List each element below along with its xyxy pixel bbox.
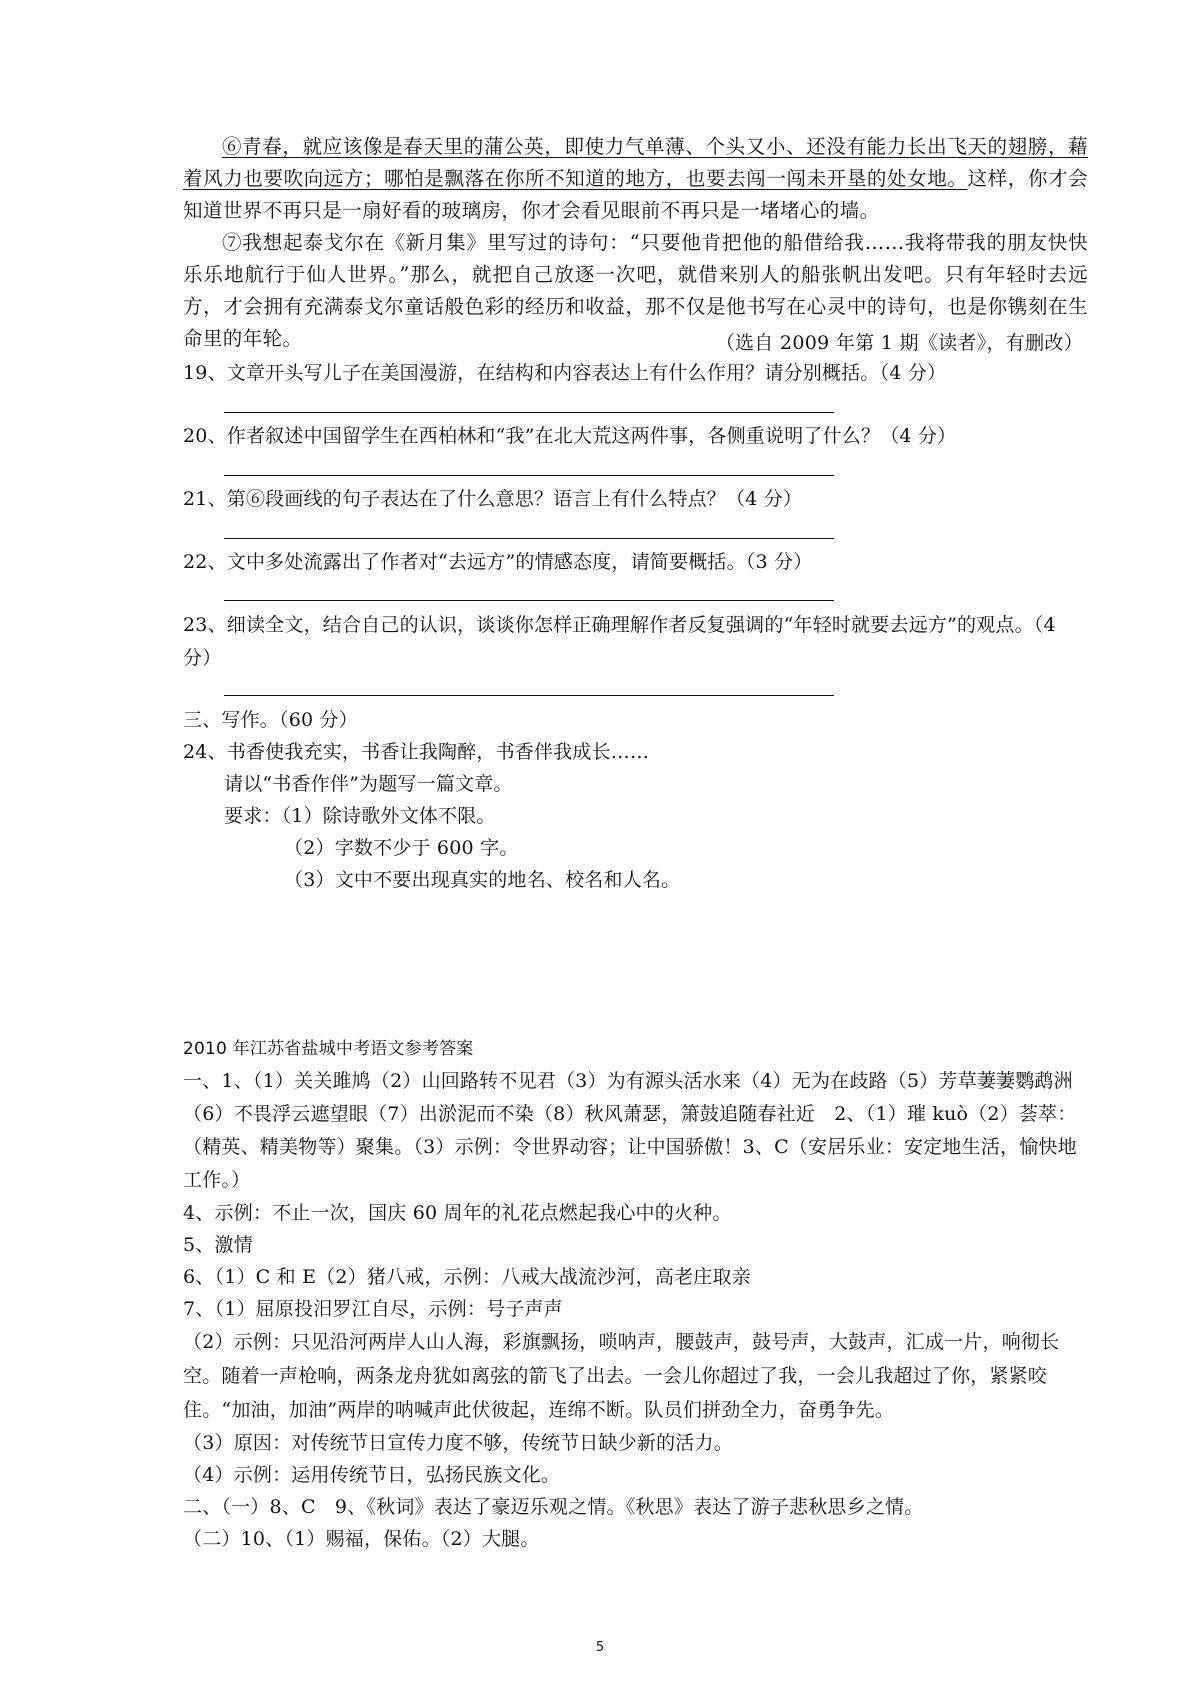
source-citation: （选自 2009 年第 1 期《读者》，有删改）: [715, 332, 1083, 354]
paragraph-6: [183, 131, 1088, 227]
answer-7-4: （4）示例：运用传统节日，弘扬民族文化。: [183, 1464, 561, 1486]
answer-line-21[interactable]: [224, 538, 834, 539]
answer-line-22[interactable]: [224, 600, 834, 601]
reading-passage: [183, 131, 1088, 355]
requirement-2: （2）字数不少于 600 字。: [284, 837, 519, 859]
answer-line-23[interactable]: [224, 695, 834, 696]
answer-10: （二）10、（1）赐福，保佑。（2）大腿。: [183, 1528, 540, 1550]
question-21: 21、第⑥段画线的句子表达在了什么意思？语言上有什么特点？（4 分）: [183, 488, 803, 510]
question-23: 23、细读全文，结合自己的认识，谈谈你怎样正确理解作者反复强调的“年轻时就要去远方”的观点。（4 分）: [183, 614, 1056, 669]
answer-6: 6、（1）C 和 E（2）猪八戒，示例：八戒大战流沙河，高老庄取亲: [183, 1266, 751, 1288]
answer-8-9: 二、（一）8、C 9、《秋词》表达了豪迈乐观之情。《秋思》表达了游子悲秋思乡之情。: [183, 1496, 924, 1518]
answer-7-3: （3）原因：对传统节日宣传力度不够，传统节日缺少新的活力。: [183, 1432, 733, 1454]
underlined-sentence: ⑥青春，就应该像是春天里的蒲公英，即使力气单薄、个头又小、还没有能力长出飞天的翅膀，藉着风力也要吹向远方；哪怕是飘落在你所不知道的地方，也要去闯一闯未开垦的处女地。: [183, 135, 1088, 190]
answer-line-20[interactable]: [224, 475, 834, 476]
paragraph-7: ⑦我想起泰戈尔在《新月集》里写过的诗句：“只要他肯把他的船借给我……我将带我的朋友快快乐乐地航行于仙人世界。”那么，就把自己放逐一次吧，就借来别人的船张帆出发吧。只有年轻时去远方，才会拥有充满泰戈尔童话般色彩的经历和收益，那不仅是他书写在心灵中的诗句，也是你镌刻在生命里的年轮。: [183, 231, 1088, 350]
question-24: 24、书香使我充实，书香让我陶醉，书香伴我成长……: [183, 741, 650, 763]
requirement-1: 要求：（1）除诗歌外文体不限。: [224, 805, 496, 827]
requirement-3: （3）文中不要出现真实的地名、校名和人名。: [284, 869, 681, 891]
question-20: 20、作者叙述中国留学生在西柏林和“我”在北大荒这两件事，各侧重说明了什么？（4 分）: [183, 425, 957, 447]
page-number: 5: [595, 1640, 605, 1655]
answer-7-2: （2）示例：只见沿河两岸人山人海，彩旗飘扬，唢呐声，腰鼓声，鼓号声，大鼓声，汇成一片，响彻长空。随着一声枪响，两条龙舟犹如离弦的箭飞了出去。一会儿你超过了我，一会儿我超过了你，紧紧咬住。“加油，加油”两岸的呐喊声此伏彼起，连绵不断。队员们拼劲全力，奋勇争先。: [183, 1331, 1060, 1421]
answer-7: 7、（1）屈原投汨罗江自尽，示例：号子声声: [183, 1298, 563, 1320]
writing-heading: 三、写作。（60 分）: [183, 709, 358, 731]
question-22: 22、文中多处流露出了作者对“去远方”的情感态度，请简要概括。（3 分）: [183, 551, 813, 573]
paragraph-6-rest: 这样，你才会知道世界不再只是一扇好看的玻璃房，你才会看见眼前不再只是一堵堵心的墙。: [183, 167, 1088, 222]
answers-title: 2010 年江苏省盐城中考语文参考答案: [183, 1039, 474, 1059]
writing-prompt: 请以“书香作伴”为题写一篇文章。: [224, 773, 513, 795]
answer-4: 4、示例：不止一次，国庆 60 周年的礼花点燃起我心中的火种。: [183, 1202, 732, 1224]
answer-section-1: 一、1、（1）关关雎鸠（2）山回路转不见君（3）为有源头活水来（4）无为在歧路（5）芳草萋萋鹦鹉洲（6）不畏浮云遮望眼（7）出淤泥而不染（8）秋风萧瑟，箫鼓追随春社近 2、（1）璀 kuò（2）荟萃：（精英、精美物等）聚集。（3）示例：令世界动容；让中国骄傲！3、C（安居乐业：安定地生活，愉快地工作。）: [183, 1070, 1077, 1191]
question-19: 19、文章开头写儿子在美国漫游，在结构和内容表达上有什么作用？请分别概括。（4 分）: [183, 362, 947, 384]
answer-line-19[interactable]: [224, 412, 834, 413]
answer-5: 5、激情: [183, 1234, 253, 1256]
